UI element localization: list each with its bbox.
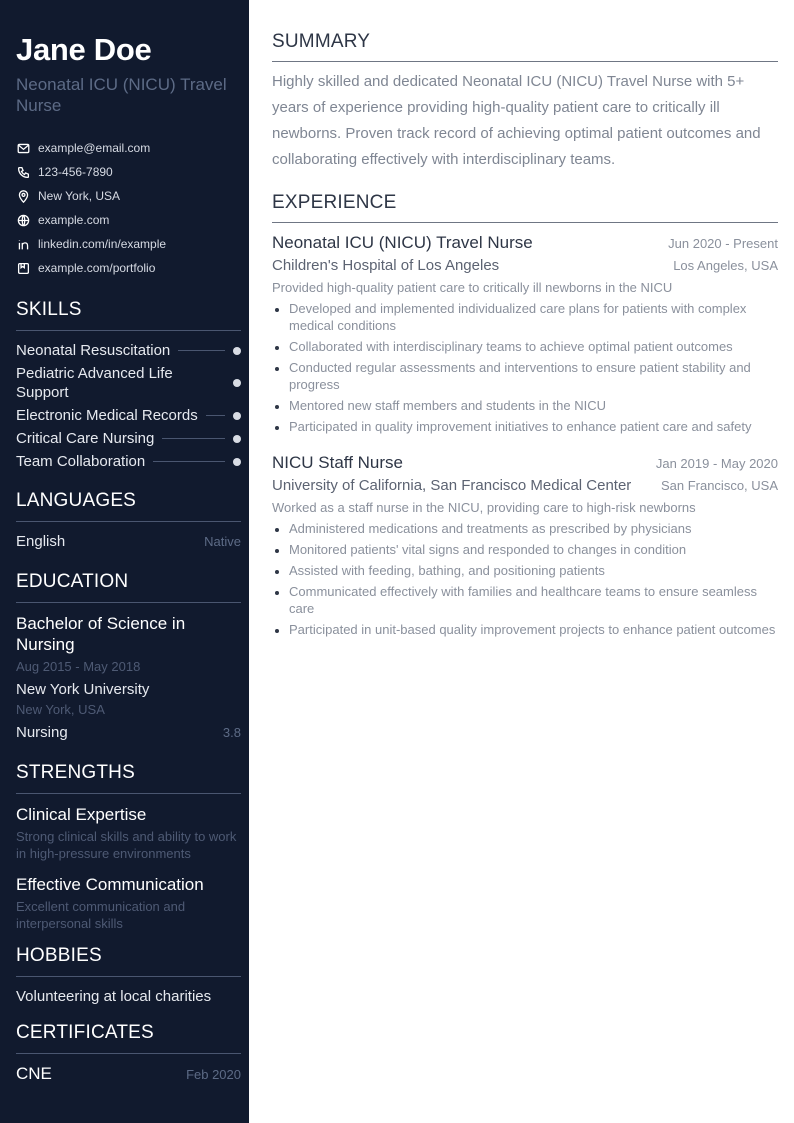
skill-item xyxy=(16,406,241,425)
skill-label: Team Collaboration xyxy=(16,453,146,470)
job-bullets xyxy=(272,300,778,435)
experience-section xyxy=(272,191,778,638)
education-section xyxy=(16,570,241,743)
skill-label: Critical Care Nursing xyxy=(16,430,155,447)
skill-divider xyxy=(162,438,225,439)
contact-phone-text: 123-456-7890 xyxy=(38,165,113,179)
contact-website-text: example.com xyxy=(38,213,110,227)
job-header xyxy=(272,232,778,254)
job-location: San Francisco, USA xyxy=(660,478,778,493)
job-company-row xyxy=(272,254,778,276)
candidate-name: Jane Doe xyxy=(16,32,152,67)
contact-portfolio[interactable] xyxy=(16,256,241,280)
strength-description: Excellent communication and interpersonal skills xyxy=(16,899,186,931)
certificates-heading: CERTIFICATES xyxy=(16,1021,241,1054)
skill-level-dot xyxy=(233,412,241,420)
education-school: New York University xyxy=(16,681,150,698)
hobbies-heading: HOBBIES xyxy=(16,944,241,977)
skill-label: Electronic Medical Records xyxy=(16,407,198,424)
job-bullet: Conducted regular assessments and interventions to ensure patient stability and progress xyxy=(272,359,778,393)
location-pin-icon xyxy=(16,189,30,203)
job-bullets xyxy=(272,520,778,638)
contact-list xyxy=(16,136,241,280)
language-item xyxy=(16,532,241,552)
job-company: Children's Hospital of Los Angeles xyxy=(272,257,500,274)
skill-item xyxy=(16,341,241,360)
job-title: NICU Staff Nurse xyxy=(272,453,404,472)
contact-email[interactable] xyxy=(16,136,241,160)
contact-portfolio-text: example.com/portfolio xyxy=(38,261,156,275)
strength-description: Strong clinical skills and ability to work in high-pressure environments xyxy=(16,829,237,861)
skill-divider xyxy=(206,415,225,416)
job-entry xyxy=(272,232,778,435)
job-bullet: Participated in unit-based quality improvement projects to enhance patient outcomes xyxy=(272,621,778,638)
job-header xyxy=(272,452,778,474)
certificate-date: Feb 2020 xyxy=(186,1067,241,1082)
job-bullet: Developed and implemented individualized care plans for patients with complex medical conditions xyxy=(272,300,778,334)
job-bullet: Collaborated with interdisciplinary teams to achieve optimal patient outcomes xyxy=(272,338,778,355)
job-bullet: Participated in quality improvement initiatives to enhance patient care and safety xyxy=(272,418,778,435)
skill-item xyxy=(16,364,241,402)
contact-email-text: example@email.com xyxy=(38,141,151,155)
contact-location-text: New York, USA xyxy=(38,189,121,203)
job-date: Jun 2020 - Present xyxy=(668,236,778,251)
education-field: Nursing xyxy=(16,724,68,741)
mail-icon xyxy=(16,141,30,155)
education-date: Aug 2015 - May 2018 xyxy=(16,659,141,674)
skills-heading: SKILLS xyxy=(16,298,241,331)
contact-location xyxy=(16,184,241,208)
language-name: English xyxy=(16,533,66,550)
job-company: University of California, San Francisco Medical Center xyxy=(272,477,632,494)
experience-heading: EXPERIENCE xyxy=(272,191,778,223)
skills-section xyxy=(16,298,241,471)
skill-label: Neonatal Resuscitation xyxy=(16,342,171,359)
skill-divider xyxy=(194,383,225,384)
summary-text: Highly skilled and dedicated Neonatal ICU (NICU) Travel Nurse with 5+ years of experience providing high-quality patient care to critically ill newborns. Proven track record of achieving optimal patient outcomes and collaborating effectively with interdisciplinary teams. xyxy=(272,73,761,168)
summary-heading: SUMMARY xyxy=(272,30,778,62)
skill-label: Pediatric Advanced Life Support xyxy=(16,365,173,401)
portfolio-icon xyxy=(16,261,30,275)
skill-item xyxy=(16,452,241,471)
languages-section xyxy=(16,489,241,552)
main-content xyxy=(272,30,778,642)
language-level: Native xyxy=(204,534,241,549)
summary-section xyxy=(272,30,778,173)
linkedin-icon xyxy=(16,237,30,251)
education-field-row xyxy=(16,723,241,743)
skill-level-dot xyxy=(233,435,241,443)
skill-level-dot xyxy=(233,379,241,387)
skill-item xyxy=(16,429,241,448)
skill-divider xyxy=(178,350,225,351)
strength-title: Clinical Expertise xyxy=(16,805,147,824)
strengths-heading: STRENGTHS xyxy=(16,761,241,794)
sidebar xyxy=(0,0,249,1123)
job-bullet: Assisted with feeding, bathing, and positioning patients xyxy=(272,562,778,579)
education-degree: Bachelor of Science in Nursing xyxy=(16,614,186,654)
strengths-section xyxy=(16,761,241,932)
hobbies-section xyxy=(16,944,241,1007)
education-gpa: 3.8 xyxy=(222,725,241,740)
job-location: Los Angeles, USA xyxy=(673,258,778,273)
contact-linkedin-text: linkedin.com/in/example xyxy=(38,237,167,251)
contact-website[interactable] xyxy=(16,208,241,232)
certificates-section xyxy=(16,1021,241,1084)
job-title: Neonatal ICU (NICU) Travel Nurse xyxy=(272,233,533,252)
hobby-item: Volunteering at local charities xyxy=(16,988,212,1005)
skill-divider xyxy=(153,461,225,462)
candidate-title: Neonatal ICU (NICU) Travel Nurse xyxy=(16,75,227,115)
job-bullet: Mentored new staff members and students in the NICU xyxy=(272,397,778,414)
job-summary: Worked as a staff nurse in the NICU, providing care to high-risk newborns xyxy=(272,500,696,515)
job-company-row xyxy=(272,474,778,496)
job-date: Jan 2019 - May 2020 xyxy=(655,456,778,471)
phone-icon xyxy=(16,165,30,179)
education-location: New York, USA xyxy=(16,702,105,717)
languages-heading: LANGUAGES xyxy=(16,489,241,522)
job-bullet: Administered medications and treatments as prescribed by physicians xyxy=(272,520,778,537)
job-entry xyxy=(272,452,778,638)
job-bullet: Monitored patients' vital signs and responded to changes in condition xyxy=(272,541,778,558)
strength-title: Effective Communication xyxy=(16,875,204,894)
certificate-item xyxy=(16,1064,241,1084)
job-bullet: Communicated effectively with families and healthcare teams to ensure seamless care xyxy=(272,583,778,617)
contact-phone[interactable] xyxy=(16,160,241,184)
job-summary: Provided high-quality patient care to critically ill newborns in the NICU xyxy=(272,280,673,295)
skill-level-dot xyxy=(233,458,241,466)
contact-linkedin[interactable] xyxy=(16,232,241,256)
globe-icon xyxy=(16,213,30,227)
education-heading: EDUCATION xyxy=(16,570,241,603)
skill-level-dot xyxy=(233,347,241,355)
certificate-name: CNE xyxy=(16,1064,52,1083)
